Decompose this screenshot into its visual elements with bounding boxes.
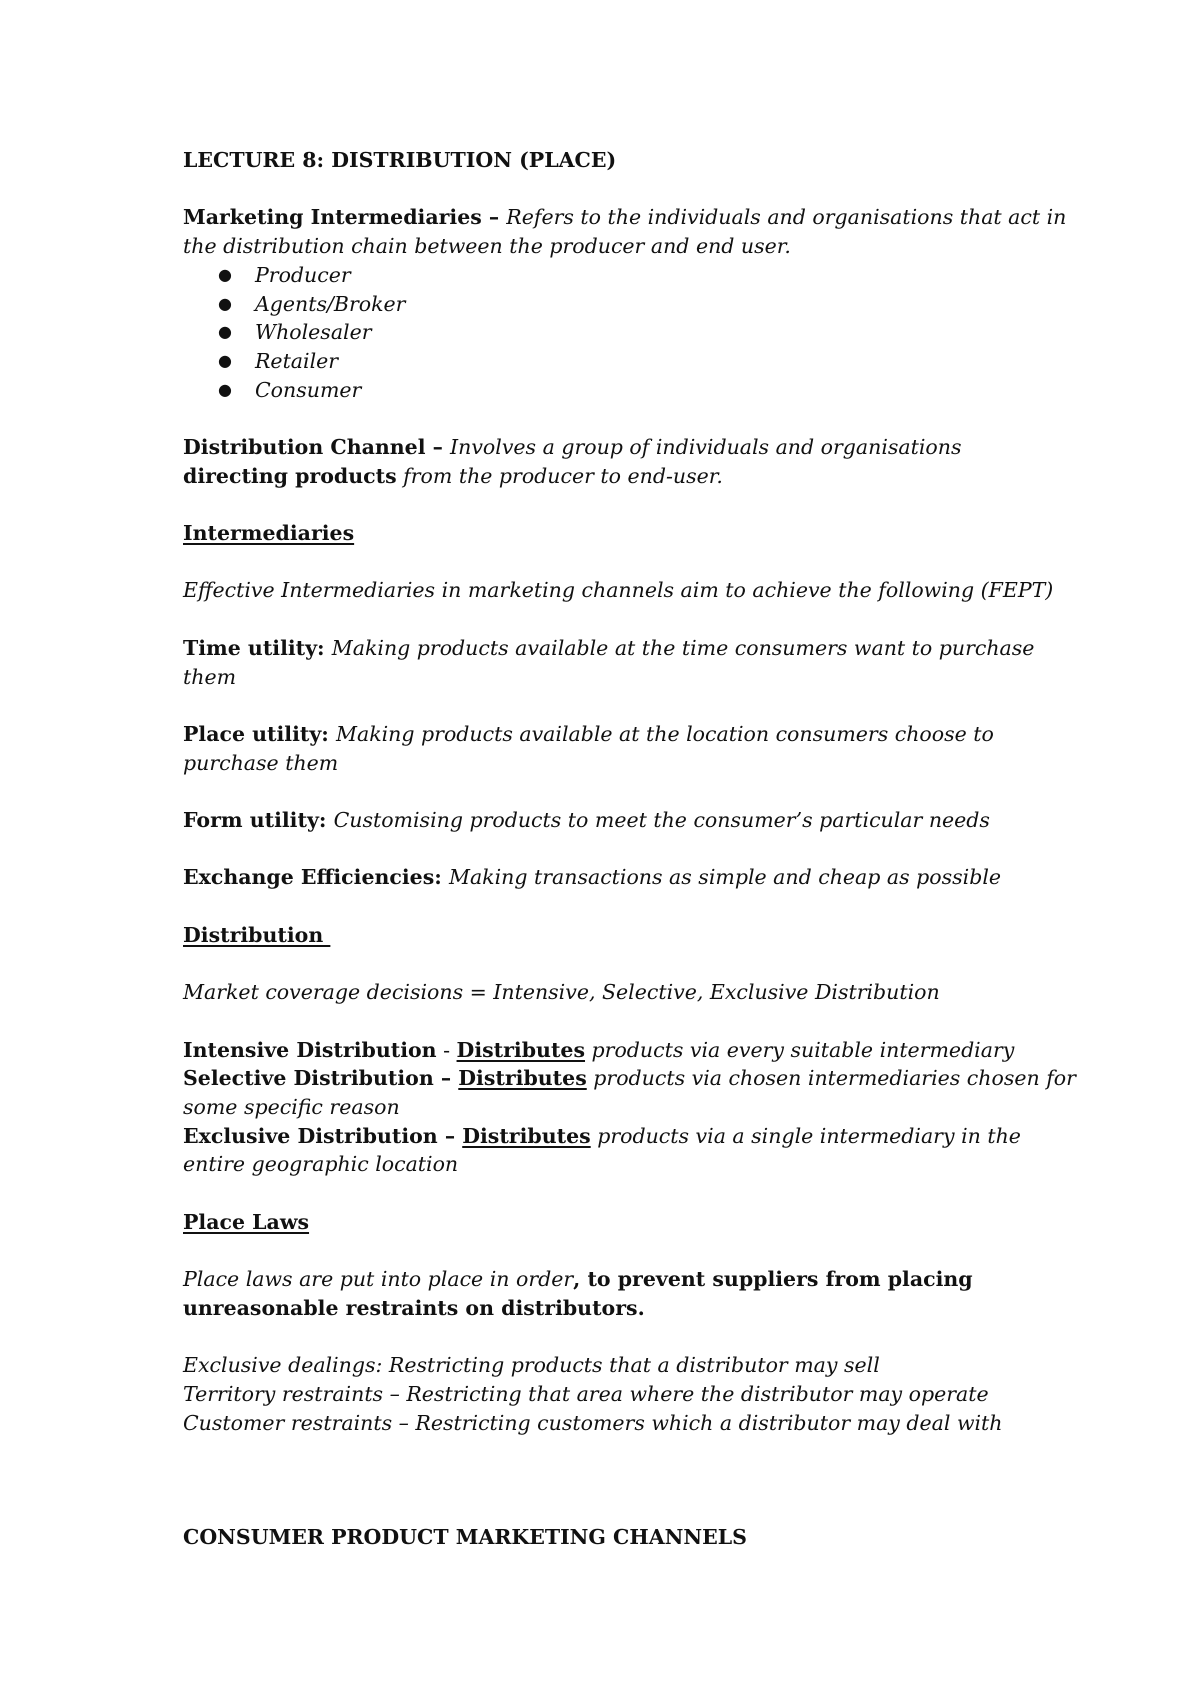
distribution-type [183, 1122, 1083, 1179]
utility-item [183, 634, 1083, 691]
restraints-list [183, 1351, 1083, 1437]
consumer-channels-heading: CONSUMER PRODUCT MARKETING CHANNELS [183, 1525, 747, 1550]
distribution-heading: Distribution [183, 922, 331, 947]
distribution-type [183, 1064, 1083, 1121]
list-item: ● Wholesaler [183, 318, 1083, 347]
distribution-intro: Market coverage decisions = Intensive, Selective, Exclusive Distribution [183, 980, 940, 1005]
place-laws-intro-italic: Place laws are put into place in order [183, 1267, 574, 1292]
utility-item [183, 806, 1083, 835]
list-item: ● Agents/Broker [183, 290, 1083, 319]
place-laws-heading: Place Laws [183, 1209, 310, 1234]
utility-term: Form utility: [183, 808, 334, 833]
intermediaries-intro: Effective Intermediaries in marketing channels aim to achieve the following (FEPT) [183, 578, 1054, 603]
distribution-type-sep: – [437, 1123, 463, 1148]
utility-term: Exchange Efficiencies: [183, 865, 449, 890]
distribution-type-text: products via a single intermediary in the entire geographic location [183, 1123, 1021, 1177]
marketing-intermediaries-term: Marketing Intermediaries – [183, 205, 507, 230]
intermediaries-heading: Intermediaries [183, 521, 355, 546]
distribution-type-verb: Distributes [456, 1037, 586, 1062]
list-item: ● Producer [183, 261, 1083, 290]
list-item: Territory restraints – Restricting that area where the distributor may operate [183, 1382, 989, 1407]
marketing-intermediaries-text: Refers to the individuals and organisations that act in the distribution chain between the producer and end user. [183, 205, 1067, 259]
distribution-type-verb: Distributes [458, 1066, 587, 1091]
utility-item [183, 863, 1083, 892]
intermediaries-list [183, 261, 1083, 405]
utility-term: Place utility: [183, 721, 336, 746]
distribution-type-term: Intensive Distribution [183, 1037, 437, 1062]
list-item: ● Retailer [183, 347, 1083, 376]
marketing-intermediaries-definition [183, 203, 1083, 260]
list-item: Exclusive dealings: Restricting products that a distributor may sell [183, 1353, 880, 1378]
utility-term: Time utility: [183, 635, 332, 660]
distribution-channel-emphasis: directing products [183, 463, 397, 488]
utility-item [183, 720, 1083, 777]
distribution-types [183, 1036, 1083, 1180]
distribution-channel-definition [183, 433, 1083, 490]
distribution-type-sep: - [436, 1037, 457, 1062]
distribution-channel-text-b: from the producer to end-user. [396, 463, 723, 488]
distribution-type-text: products via every suitable intermediary [585, 1037, 1015, 1062]
distribution-type-text: products via chosen intermediaries chosen for some specific reason [183, 1066, 1076, 1120]
distribution-channel-text-a: Involves a group of individuals and organisations [450, 435, 962, 459]
utility-text: Making products available at the location consumers choose to purchase them [183, 721, 994, 775]
distribution-type [183, 1036, 1083, 1065]
lecture-title: LECTURE 8: DISTRIBUTION (PLACE) [183, 148, 617, 172]
distribution-channel-term: Distribution Channel – [183, 435, 451, 459]
distribution-type-verb: Distributes [462, 1123, 591, 1148]
utility-text: Making products available at the time consumers want to purchase them [183, 635, 1035, 689]
list-item: Customer restraints – Restricting customers which a distributor may deal with [183, 1410, 1003, 1435]
distribution-type-term: Exclusive Distribution [183, 1123, 438, 1148]
list-item: ● Consumer [183, 376, 1083, 405]
distribution-type-sep: – [433, 1066, 459, 1091]
utility-text: Customising products to meet the consumer’s particular needs [333, 808, 990, 833]
utility-text: Making transactions as simple and cheap as possible [448, 865, 1002, 890]
document-page [183, 146, 1083, 1552]
place-laws-intro-bold: , to prevent suppliers from placing unreasonable restraints on distributors. [183, 1267, 973, 1320]
place-laws-intro [183, 1265, 1083, 1322]
distribution-type-term: Selective Distribution [183, 1066, 434, 1091]
